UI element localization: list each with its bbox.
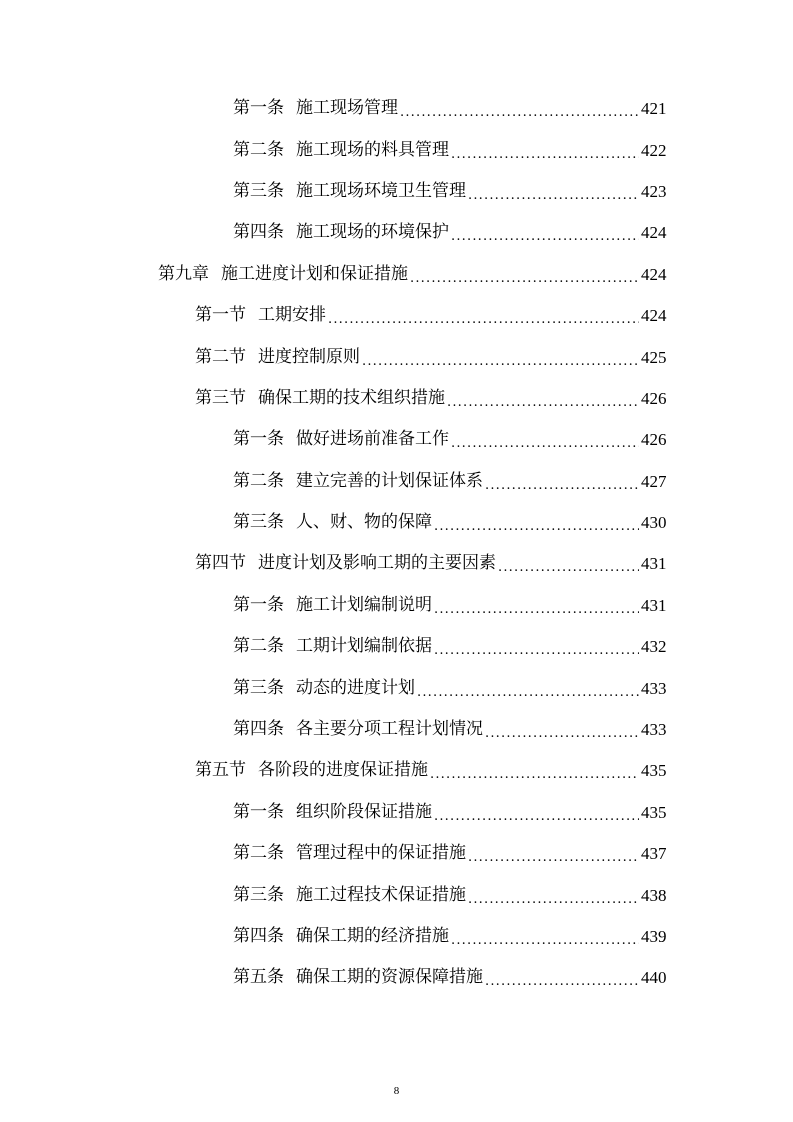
toc-number: 第五节 <box>195 760 246 781</box>
toc-number: 第五条 <box>233 967 284 988</box>
toc-page: 435 <box>641 761 667 781</box>
toc-entry[interactable] <box>0 957 673 998</box>
toc-page: 431 <box>641 595 667 615</box>
dot-leader <box>434 520 639 533</box>
dot-leader <box>430 768 639 781</box>
dot-leader <box>417 686 639 699</box>
toc-number: 第二条 <box>233 843 284 864</box>
toc-title: 确保工期的经济措施 <box>296 926 449 946</box>
toc-page: 438 <box>641 885 667 905</box>
toc-page: 433 <box>641 678 667 698</box>
toc-title: 工期安排 <box>258 305 326 326</box>
toc-page: 424 <box>641 223 667 243</box>
toc-number: 第一条 <box>233 98 284 119</box>
toc-page: 424 <box>641 264 667 284</box>
dot-leader <box>468 189 639 202</box>
dot-leader <box>451 148 639 161</box>
toc-page: 424 <box>641 306 667 326</box>
toc-title: 进度控制原则 <box>258 346 360 367</box>
toc-number: 第二条 <box>233 470 284 491</box>
dot-leader <box>451 230 639 243</box>
toc-entry[interactable] <box>0 502 673 543</box>
toc-title: 确保工期的资源保障措施 <box>296 967 483 988</box>
toc-entry[interactable] <box>0 750 673 791</box>
toc-page: 440 <box>641 968 667 988</box>
toc-number: 第四条 <box>233 926 284 946</box>
dot-leader <box>451 934 639 947</box>
dot-leader <box>434 603 639 616</box>
toc-title: 施工进度计划和保证措施 <box>221 263 408 284</box>
toc-entry[interactable] <box>0 916 673 957</box>
toc-title: 施工计划编制说明 <box>296 594 432 615</box>
toc-page: 421 <box>641 99 667 119</box>
toc-entry[interactable] <box>0 709 673 750</box>
toc-entry[interactable] <box>0 336 673 377</box>
dot-leader <box>362 355 639 368</box>
toc-title: 做好进场前准备工作 <box>296 429 449 450</box>
toc-title: 各阶段的进度保证措施 <box>258 760 428 781</box>
toc-page: 431 <box>641 554 667 574</box>
toc-entry[interactable] <box>0 254 673 295</box>
toc-page: 433 <box>641 720 667 740</box>
toc-page: 426 <box>641 430 667 450</box>
toc-entry[interactable] <box>0 667 673 708</box>
toc-title: 组织阶段保证措施 <box>296 801 432 822</box>
toc-number: 第三节 <box>195 387 246 408</box>
toc-number: 第四节 <box>195 553 246 574</box>
toc-number: 第一条 <box>233 801 284 822</box>
toc-number: 第一条 <box>233 594 284 615</box>
toc-title: 人、财、物的保障 <box>296 512 432 533</box>
toc-entry[interactable] <box>0 212 673 253</box>
dot-leader <box>434 810 639 823</box>
toc-title: 施工现场管理 <box>296 98 398 119</box>
toc-page: 422 <box>641 140 667 160</box>
toc-entry[interactable] <box>0 88 673 129</box>
toc-title: 施工现场环境卫生管理 <box>296 180 466 201</box>
toc-title: 确保工期的技术组织措施 <box>258 387 445 408</box>
dot-leader <box>485 975 639 988</box>
toc-number: 第三条 <box>233 884 284 905</box>
toc-number: 第三条 <box>233 180 284 201</box>
toc-page: 437 <box>641 844 667 864</box>
toc-page: 432 <box>641 637 667 657</box>
dot-leader <box>468 851 639 864</box>
table-of-contents <box>0 88 793 999</box>
toc-number: 第三条 <box>233 677 284 698</box>
toc-entry[interactable] <box>0 585 673 626</box>
toc-page: 425 <box>641 347 667 367</box>
toc-title: 工期计划编制依据 <box>296 636 432 657</box>
toc-page: 427 <box>641 471 667 491</box>
toc-title: 施工现场的料具管理 <box>296 139 449 160</box>
toc-number: 第四条 <box>233 222 284 243</box>
toc-number: 第三条 <box>233 512 284 533</box>
toc-number: 第二条 <box>233 139 284 160</box>
toc-page: 435 <box>641 802 667 822</box>
toc-number: 第四条 <box>233 719 284 740</box>
toc-title: 进度计划及影响工期的主要因素 <box>258 553 496 574</box>
dot-leader <box>451 437 639 450</box>
dot-leader <box>468 893 639 906</box>
toc-entry[interactable] <box>0 626 673 667</box>
dot-leader <box>400 106 639 119</box>
page-number: 8 <box>393 1085 400 1097</box>
toc-entry[interactable] <box>0 543 673 584</box>
toc-title: 管理过程中的保证措施 <box>296 843 466 864</box>
toc-number: 第一条 <box>233 429 284 450</box>
toc-entry[interactable] <box>0 419 673 460</box>
toc-entry[interactable] <box>0 171 673 212</box>
toc-title: 施工过程技术保证措施 <box>296 884 466 905</box>
toc-entry[interactable] <box>0 129 673 170</box>
dot-leader <box>498 561 639 574</box>
toc-page: 430 <box>641 513 667 533</box>
toc-entry[interactable] <box>0 295 673 336</box>
toc-number: 第一节 <box>195 305 246 326</box>
toc-entry[interactable] <box>0 378 673 419</box>
toc-page: 423 <box>641 181 667 201</box>
toc-entry[interactable] <box>0 833 673 874</box>
dot-leader <box>485 727 639 740</box>
toc-number: 第二节 <box>195 346 246 367</box>
dot-leader <box>328 313 639 326</box>
toc-title: 各主要分项工程计划情况 <box>296 719 483 740</box>
dot-leader <box>447 396 639 409</box>
toc-entry[interactable] <box>0 461 673 502</box>
toc-number: 第九章 <box>158 263 209 284</box>
dot-leader <box>434 644 639 657</box>
toc-title: 建立完善的计划保证体系 <box>296 470 483 491</box>
toc-title: 施工现场的环境保护 <box>296 222 449 243</box>
toc-page: 426 <box>641 388 667 408</box>
toc-title: 动态的进度计划 <box>296 677 415 698</box>
toc-number: 第二条 <box>233 636 284 657</box>
dot-leader <box>410 272 639 285</box>
dot-leader <box>485 479 639 492</box>
toc-entry[interactable] <box>0 874 673 915</box>
toc-entry[interactable] <box>0 792 673 833</box>
toc-page: 439 <box>641 927 667 946</box>
